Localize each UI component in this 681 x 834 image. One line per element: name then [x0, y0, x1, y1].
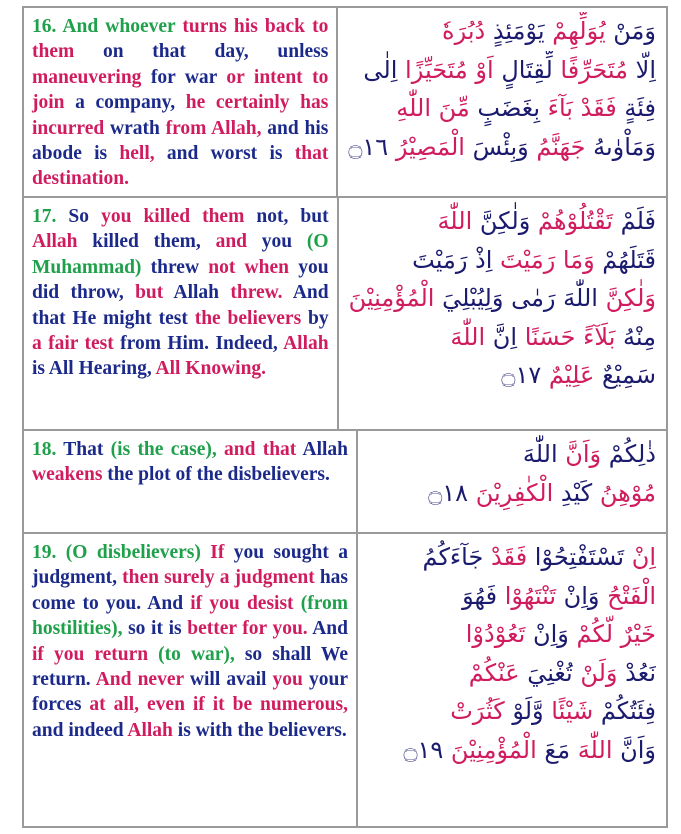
translation-segment: at all, even if it be numerous, [89, 694, 348, 716]
translation-segment: (from hostilities), [32, 592, 349, 640]
verse-table [22, 6, 668, 828]
arabic-segment: مِّنَ اللّٰهِ [396, 94, 470, 122]
arabic-segment: الْمُؤْمِنِيْنَ [348, 284, 435, 312]
arabic-line [368, 615, 656, 654]
arabic-segment: اللّٰهَ رَمٰى [511, 284, 598, 312]
arabic-line [349, 241, 656, 280]
arabic-text [338, 8, 666, 196]
translation-segment: 17. [32, 206, 69, 227]
translation-segment: (O disbelievers) [65, 542, 201, 563]
translation-segment: threw [141, 256, 209, 278]
verse-row [24, 8, 666, 198]
translation-segment [148, 644, 158, 665]
translation-segment: if you return [32, 643, 149, 665]
translation-segment [294, 593, 301, 614]
translation-segment: And never [95, 669, 184, 691]
arabic-line [368, 435, 656, 474]
english-translation [24, 8, 338, 196]
translation-segment: That [63, 439, 111, 460]
translation-segment: then surely a judgment [122, 567, 315, 589]
translation-segment: Allah [163, 282, 231, 304]
arabic-line [348, 51, 656, 90]
arabic-segment: الْكٰفِرِيْنَ [475, 478, 554, 507]
arabic-segment: اللّٰهَ [450, 322, 486, 351]
translation-segment: from Allah, [165, 117, 262, 139]
translation-segment: and his abode is [32, 117, 329, 165]
arabic-segment: عَنْكُمْ [468, 658, 528, 687]
translation-segment: hell, [119, 143, 155, 165]
arabic-segment: ذٰلِكُمْ [601, 440, 656, 468]
translation-segment: from Him. Indeed, [113, 333, 284, 355]
translation-segment [240, 593, 247, 614]
translation-segment: on that day, unless [74, 41, 329, 63]
arabic-segment: اِذْ رَمَيْتَ [412, 245, 501, 274]
arabic-segment: خَيْرٌ لَّكُمْ [576, 620, 656, 648]
translation-segment: And [307, 618, 348, 640]
arabic-line [349, 202, 656, 241]
translation-segment: you [209, 592, 240, 614]
arabic-segment: دُبُرَهٗ [442, 17, 486, 45]
arabic-segment: فَقَدْ بَآءَ [547, 94, 617, 122]
arabic-segment: ۝١٨ [428, 478, 476, 507]
arabic-segment: وَلِيُبْلِيَ [434, 284, 512, 312]
translation-segment: maneuvering [32, 66, 142, 88]
english-translation [24, 198, 339, 429]
translation-segment: your forces [32, 669, 348, 716]
arabic-segment: ۝١٩ [403, 735, 451, 764]
arabic-segment: لِّقِتَالٍ [493, 55, 561, 84]
arabic-segment: اللّٰهَ [437, 207, 473, 235]
arabic-segment: فَهُوَ [462, 581, 505, 610]
translation-segment: (O Muhammad) [32, 231, 329, 278]
translation-segment: not, but [244, 206, 329, 227]
arabic-segment: كَثُرَتْ [450, 697, 505, 725]
arabic-segment: سَمِيْعٌ [594, 361, 656, 389]
arabic-segment: تُغْنِيَ [527, 658, 573, 687]
translation-segment: 16. And whoever [32, 16, 183, 37]
english-translation [24, 431, 358, 532]
translation-segment: Allah [127, 719, 173, 741]
translation-segment: if [190, 592, 203, 614]
arabic-segment: مَعَ [536, 735, 578, 764]
translation-segment: If [210, 542, 225, 563]
translation-segment: (to war), [158, 643, 235, 665]
translation-segment: you killed them [101, 206, 245, 227]
arabic-line [368, 654, 656, 693]
translation-segment: 19. [32, 542, 66, 563]
arabic-segment: ۝١٦ [348, 132, 396, 161]
arabic-segment: وَمَا رَمَيْتَ [500, 245, 595, 274]
arabic-segment: قَتَلَهُمْ [594, 245, 656, 274]
arabic-segment: وَمَاْوٰىهُ [585, 132, 656, 161]
translation-segment: so it is [122, 618, 188, 640]
translation-segment: turns his back to them [32, 16, 329, 63]
arabic-segment: وَّلَوْ [504, 697, 552, 725]
translation-segment: not when [208, 256, 289, 278]
arabic-segment: مُتَحَرِّفًا [560, 55, 629, 84]
arabic-segment: فَلَمْ [612, 207, 656, 235]
translation-segment: threw. [230, 282, 283, 304]
arabic-segment: اِنَّ [485, 322, 525, 351]
translation-segment: will avail [183, 669, 273, 691]
arabic-line [368, 474, 656, 513]
translation-segment: or intent to join [32, 66, 329, 114]
arabic-text [339, 198, 666, 429]
arabic-segment: وَلَنْ [572, 658, 618, 687]
arabic-segment: اِلٰى [363, 55, 406, 84]
arabic-segment: نَعُدْ [617, 658, 656, 687]
arabic-segment: الْمُؤْمِنِيْنَ [450, 735, 537, 764]
arabic-segment: وَاَنَّ [612, 735, 656, 764]
arabic-segment: جَآءَكُمُ [422, 543, 484, 571]
translation-segment: And that He might test [32, 282, 329, 329]
arabic-segment: الْفَتْحُ [599, 581, 656, 610]
arabic-segment: شَيْئًا [551, 697, 594, 725]
translation-segment: a fair test [32, 333, 114, 355]
translation-segment: you did throw, [32, 256, 329, 304]
arabic-text [358, 534, 666, 826]
verse-row [24, 534, 666, 826]
arabic-segment: اِنْ [624, 543, 656, 571]
translation-segment: you [272, 669, 303, 691]
arabic-segment: ۝١٧ [501, 361, 549, 389]
translation-segment: is All Hearing, [32, 358, 156, 380]
arabic-segment: اللّٰهَ [522, 440, 558, 468]
translation-segment [217, 439, 224, 460]
arabic-segment: عَلِيْمٌ [548, 361, 595, 389]
arabic-segment: مُوْهِنُ [592, 478, 656, 507]
translation-segment: wrath [104, 117, 166, 139]
translation-segment: for war [141, 66, 227, 88]
arabic-segment: وَلٰكِنَّ [597, 284, 656, 312]
arabic-line [348, 12, 656, 51]
translation-segment: that destination. [32, 143, 329, 190]
translation-segment: but [135, 282, 164, 304]
translation-segment: and [215, 231, 248, 253]
verse-row [24, 431, 666, 534]
translation-segment: he certainly has incurred [32, 92, 329, 139]
arabic-segment: اِلَّا [628, 55, 656, 84]
arabic-segment: اللّٰهَ [577, 735, 613, 764]
arabic-segment: يَوْمَئِذٍ [485, 17, 553, 45]
arabic-segment: الْمَصِيْرُ [395, 132, 465, 161]
arabic-segment: وَاِنْ [525, 620, 577, 648]
arabic-segment: تَقْتُلُوْهُمْ [537, 207, 613, 235]
translation-segment: 18. [32, 439, 64, 460]
arabic-segment: كَيْدِ [553, 478, 593, 507]
arabic-line [349, 318, 656, 357]
translation-segment: (is the case), [110, 439, 217, 460]
translation-segment: Allah [283, 333, 329, 355]
english-translation [24, 534, 358, 826]
translation-segment: has come to you. And [32, 567, 349, 614]
arabic-line [368, 692, 656, 731]
translation-segment: you [247, 231, 307, 253]
arabic-line [348, 89, 656, 128]
translation-segment: better for you. [187, 618, 308, 640]
arabic-line [368, 577, 656, 616]
translation-segment: so shall We return. [32, 643, 349, 691]
translation-segment: and worst is [154, 143, 295, 165]
translation-segment: desist [246, 592, 294, 614]
translation-segment: and indeed [32, 719, 128, 741]
translation-segment: All Knowing. [155, 358, 267, 380]
arabic-segment: وَمَنْ [605, 17, 656, 45]
translation-segment: by [301, 307, 329, 329]
arabic-segment: وَبِئْسَ [464, 132, 537, 161]
arabic-segment: بِغَضَبٍ [469, 94, 548, 122]
translation-segment: is with the believers. [172, 719, 347, 741]
translation-segment: Allah [296, 439, 349, 460]
arabic-text [358, 431, 666, 532]
translation-segment: killed them, [77, 231, 216, 253]
translation-segment: weakens [32, 464, 103, 486]
translation-segment: a company, [64, 92, 186, 114]
arabic-line [368, 731, 656, 770]
translation-segment: and that [224, 439, 297, 460]
translation-segment [201, 542, 210, 563]
arabic-segment: يُوَلِّهِمْ [552, 17, 606, 45]
arabic-segment: فَقَدْ [483, 543, 535, 571]
translation-segment: So [68, 206, 102, 227]
translation-segment: the plot of the disbelievers. [102, 464, 330, 486]
translation-segment: the believers [194, 307, 302, 329]
arabic-segment: تَعُوْدُوْا [465, 620, 526, 648]
arabic-segment: فِئَةٍ [616, 94, 656, 122]
arabic-segment: وَاَنَّ [557, 440, 602, 468]
arabic-segment: اَوْ مُتَحَيِّزًا [405, 55, 494, 84]
arabic-segment: بَلَآءً حَسَنًا [524, 322, 616, 351]
arabic-segment: مِنْهُ [615, 322, 656, 351]
arabic-segment: تَنْتَهُوْا [504, 581, 556, 610]
arabic-segment: جَهَنَّمُ [536, 132, 586, 161]
arabic-segment: تَسْتَفْتِحُوْا [534, 543, 625, 571]
arabic-line [348, 128, 656, 167]
arabic-line [349, 279, 656, 318]
verse-row [24, 198, 666, 431]
arabic-line [349, 356, 656, 395]
translation-segment: you sought a judgment, [32, 542, 348, 589]
arabic-segment: وَاِنْ [556, 581, 600, 610]
arabic-segment: وَلٰكِنَّ [472, 207, 538, 235]
translation-segment: Allah [32, 231, 78, 253]
arabic-line [368, 538, 656, 577]
arabic-segment: فِئَتُكُمْ [593, 697, 656, 725]
